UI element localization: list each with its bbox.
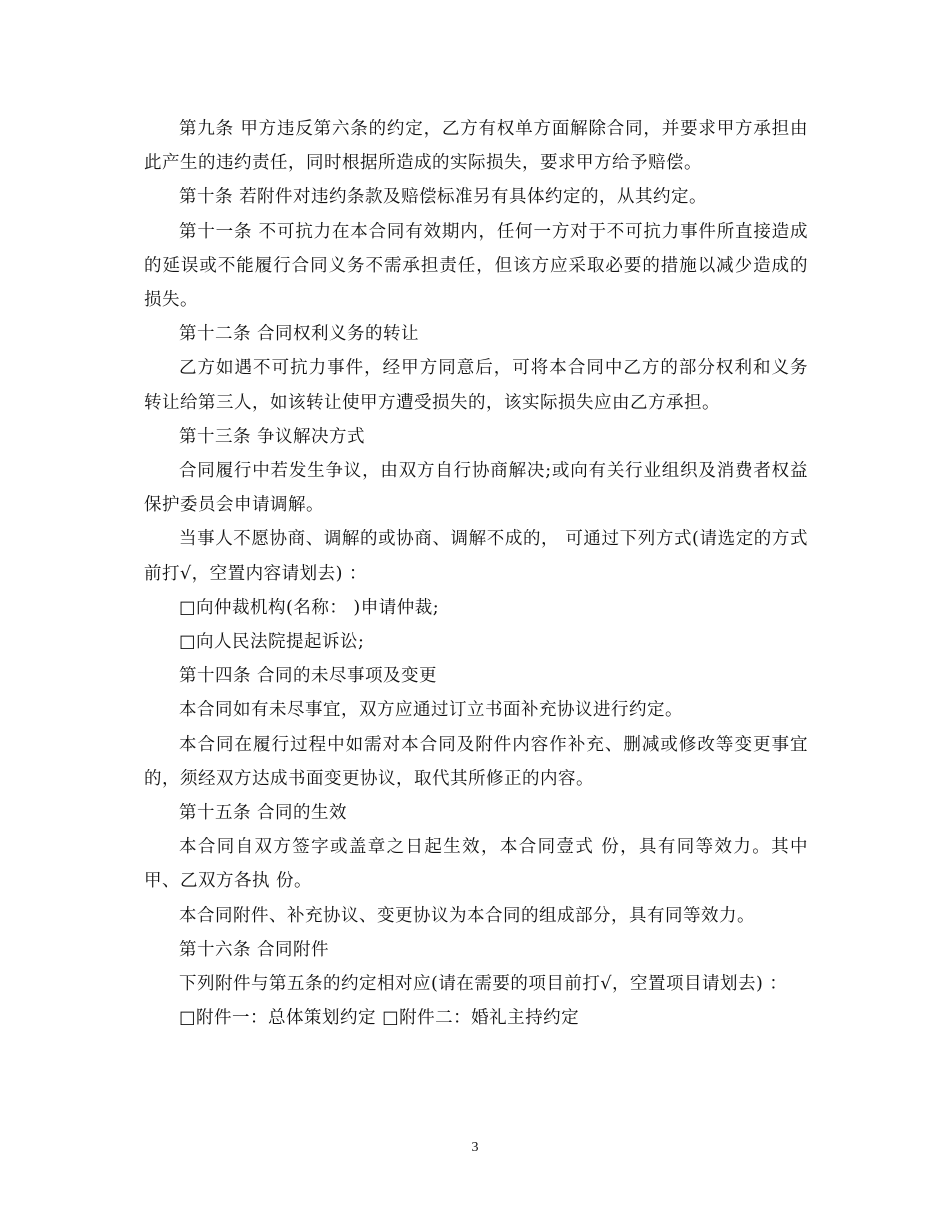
article-15-components: 本合同附件、补充协议、变更协议为本合同的组成部分，具有同等效力。 <box>179 905 755 926</box>
article-13-mediation: 合同履行中若发生争议，由双方自行协商解决;或向有关行业组织及消费者权益保护委员会申请调解。 <box>144 461 808 516</box>
article-13-heading: 第十三条 争议解决方式 <box>179 426 366 447</box>
article-14-change: 本合同在履行过程中如需对本合同及附件内容作补充、删减或修改等变更事宜的，须经双方达成书面变更协议，取代其所修正的内容。 <box>144 734 808 789</box>
article-15-heading: 第十五条 合同的生效 <box>179 803 348 824</box>
article-11: 第十一条 不可抗力在本合同有效期内，任何一方对于不可抗力事件所直接造成的延误或不能履行合同义务不需承担责任，但该方应采取必要的措施以减少造成的损失。 <box>144 221 808 311</box>
article-14-heading: 第十四条 合同的未尽事项及变更 <box>179 666 438 687</box>
article-12-body: 乙方如遇不可抗力事件，经甲方同意后，可将本合同中乙方的部分权利和义务转让给第三人，如该转让使甲方遭受损失的，该实际损失应由乙方承担。 <box>144 358 808 413</box>
article-16-intro: 下列附件与第五条的约定相对应(请在需要的项目前打√，空置项目请划去) ： <box>179 974 788 995</box>
article-15-effect: 本合同自双方签字或盖章之日起生效，本合同壹式 份，具有同等效力。其中甲、乙双方各执 份。 <box>144 837 808 892</box>
article-10: 第十条 若附件对违约条款及赔偿标准另有具体约定的，从其约定。 <box>179 187 708 208</box>
article-16-heading: 第十六条 合同附件 <box>179 939 330 960</box>
page-number: 3 <box>471 1140 479 1155</box>
option-litigation: □向人民法院提起诉讼; <box>179 632 365 653</box>
article-9: 第九条 甲方违反第六条的约定，乙方有权单方面解除合同，并要求甲方承担由此产生的违约责任，同时根据所造成的实际损失，要求甲方给予赔偿。 <box>144 119 808 174</box>
article-12-heading: 第十二条 合同权利义务的转让 <box>179 324 420 345</box>
article-14-supplement: 本合同如有未尽事宜，双方应通过订立书面补充协议进行约定。 <box>179 700 683 721</box>
option-arbitration: □向仲裁机构(名称： )申请仲裁; <box>179 597 440 618</box>
article-13-options-intro: 当事人不愿协商、调解的或协商、调解不成的， 可通过下列方式(请选定的方式前打√，空置内容请划去) ： <box>144 529 808 584</box>
document-body <box>144 112 808 1035</box>
attachment-options: □附件一：总体策划约定 □附件二：婚礼主持约定 <box>179 1008 580 1029</box>
